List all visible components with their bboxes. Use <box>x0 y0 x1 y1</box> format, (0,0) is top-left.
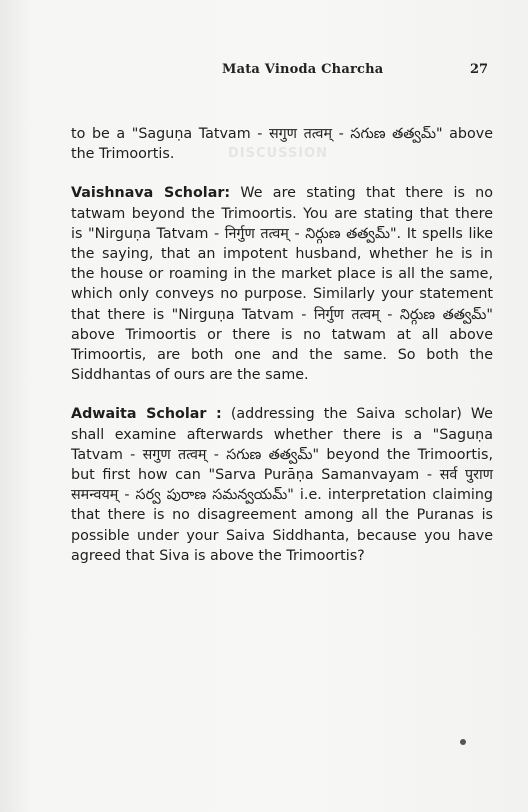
paragraph-text: (addressing the Saiva scholar) We shall examine afterwards whether there is a "Saguṇa Tatvam - सगुण तत्वम् - సగుణ తత్వమ్" beyond the Trimoortis, but first how can "Sarva Purāṇa Samanvayam - सर्व पुराण समन्वयम् - సర్వ పురాణ సమన్వయమ్" i.e. interpretation claiming that there is no disagreement among all the Puranas is possible under your Saiva Siddhanta, because you have agreed that Siva is above the Trimoortis? <box>71 406 493 564</box>
paragraph-adwaita-scholar <box>71 404 493 566</box>
paragraph-text: We are stating that there is no tatwam beyond the Trimoortis. You are stating that there is "Nirguṇa Tatvam - निर्गुण तत्वम् - నిర్గుణ తత్వమ్". It spells like the saying, that an impotent husband, whether he is in the house or roaming in the market place is all the same, which only conveys no purpose. Similarly your statement that there is "Nirguṇa Tatvam - निर्गुण तत्वम् - నిర్గుణ తత్వమ్" above Trimoortis or there is no tatwam at all above Trimoortis, are both one and the same. So both the Siddhantas of ours are the same. <box>71 185 493 384</box>
paragraph-vaishnava-scholar <box>71 183 493 385</box>
ink-mark <box>460 739 466 745</box>
paragraph-text: to be a "Saguṇa Tatvam - सगुण तत्वम् - సగుణ తత్వమ్" above the Trimoortis. <box>71 126 493 163</box>
paragraph-continuation <box>71 124 493 164</box>
running-header <box>0 62 528 82</box>
speaker-label: Vaishnava Scholar: <box>71 185 231 202</box>
page-body <box>71 124 493 585</box>
bleed-through-text: DISCUSSION <box>228 146 328 161</box>
page-number: 27 <box>470 62 489 77</box>
header-title: Mata Vinoda Charcha <box>222 62 384 77</box>
speaker-label: Adwaita Scholar : <box>71 406 222 423</box>
